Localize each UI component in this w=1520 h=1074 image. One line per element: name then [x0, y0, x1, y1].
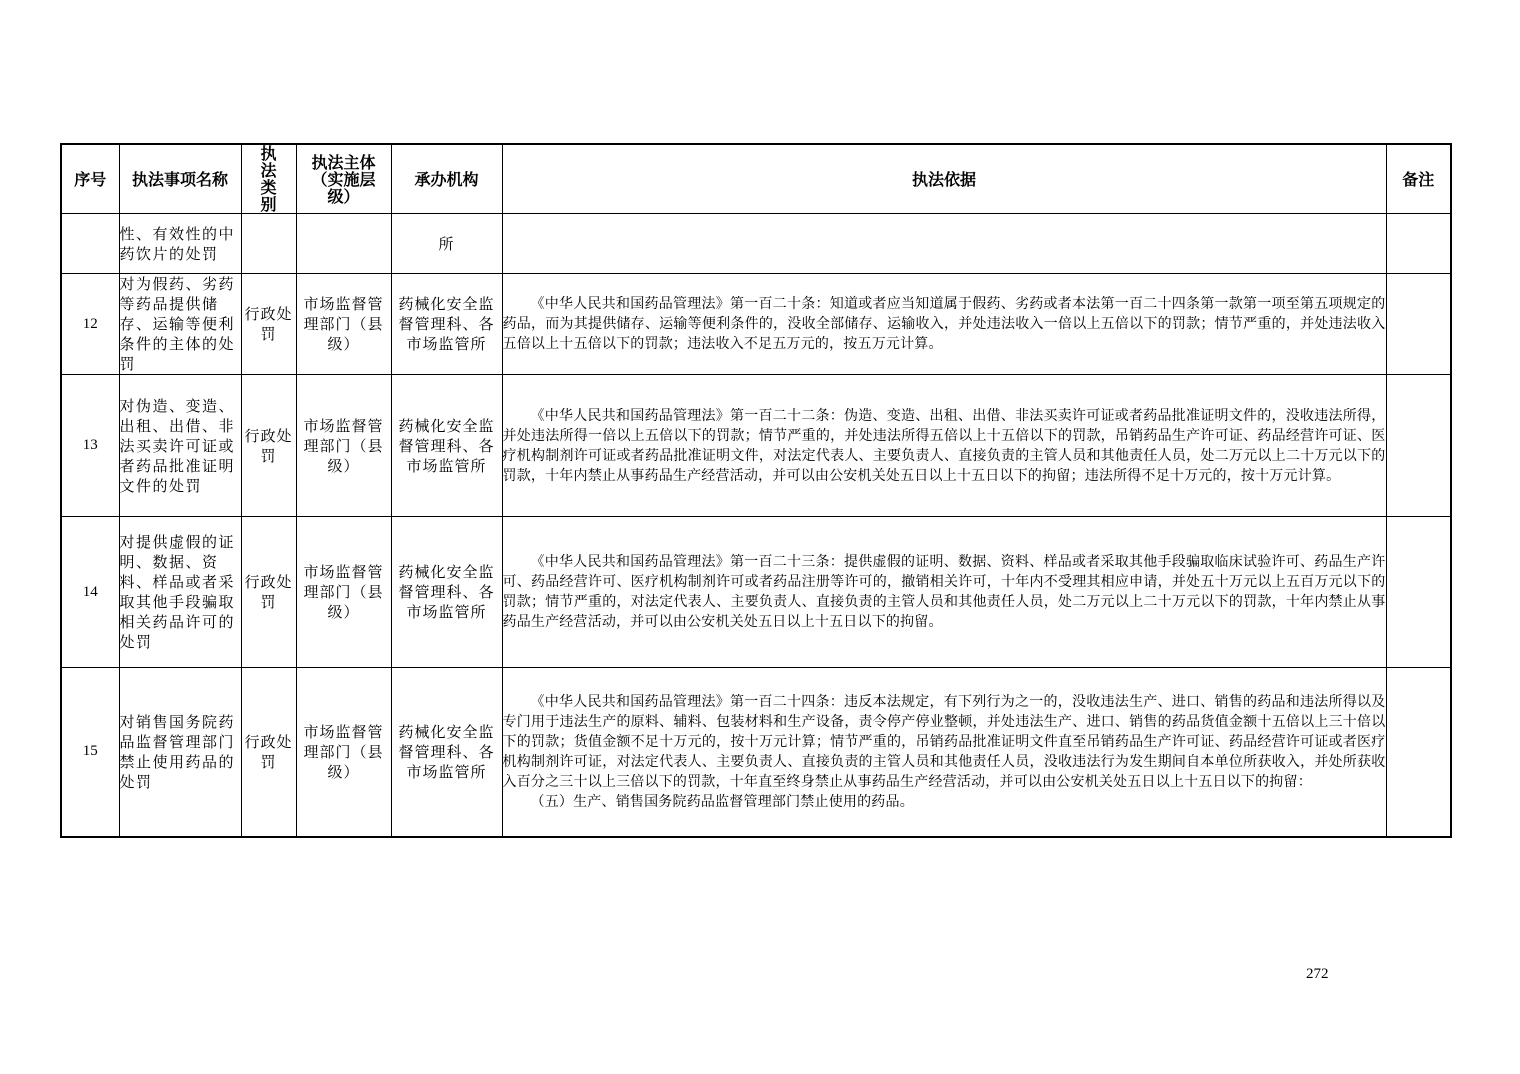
cell-subject: 市场监督管理部门（县级） — [296, 517, 391, 668]
table-row — [61, 668, 1451, 837]
cell-remark — [1386, 214, 1451, 274]
cell-basis — [502, 517, 1386, 668]
cell-subject: 市场监督管理部门（县级） — [296, 375, 391, 517]
cell-category: 行政处罚 — [241, 668, 296, 837]
basis-text-item: （五）生产、销售国务院药品监督管理部门禁止使用的药品。 — [530, 793, 914, 810]
cell-agency: 药械化安全监督管理科、各市场监管所 — [391, 274, 502, 375]
header-remark: 备注 — [1386, 144, 1451, 214]
cell-item-name: 性、有效性的中药饮片的处罚 — [119, 214, 241, 274]
table-row — [61, 375, 1451, 517]
cell-agency: 药械化安全监督管理科、各市场监管所 — [391, 375, 502, 517]
header-agency: 承办机构 — [391, 144, 502, 214]
header-subject: 执法主体（实施层级） — [296, 144, 391, 214]
table-row — [61, 274, 1451, 375]
cell-subject: 市场监督管理部门（县级） — [296, 274, 391, 375]
basis-text: 《中华人民共和国药品管理法》第一百二十二条：伪造、变造、出租、出借、非法买卖许可证或者药品批准证明文件的，没收违法所得，并处违法所得一倍以上五倍以下的罚款；情节严重的，并处违法所得五倍以上十五倍以下的罚款，吊销药品生产许可证、药品经营许可证、医疗机构制剂许可证或者药品批准证明文件，对法定代表人、主要负责人、直接负责的主管人员和其他责任人员，处二万元以上二十万元以下的罚款，十年内禁止从事药品生产经营活动，并可以由公安机关处五日以上十五日以下的拘留；违法所得不足十万元的，按十万元计算。 — [502, 407, 1386, 484]
header-seq: 序号 — [61, 144, 119, 214]
cell-item-name: 对伪造、变造、出租、出借、非法买卖许可证或者药品批准证明文件的处罚 — [119, 375, 241, 517]
cell-agency: 所 — [391, 214, 502, 274]
cell-seq: 14 — [61, 517, 119, 668]
basis-text: 《中华人民共和国药品管理法》第一百二十四条：违反本法规定，有下列行为之一的，没收违法生产、进口、销售的药品和违法所得以及专门用于违法生产的原料、辅料、包装材料和生产设备，责令停产停业整顿，并处违法生产、进口、销售的药品货值金额十五倍以上三十倍以下的罚款；货值金额不足十万元的，按十万元计算；情节严重的，吊销药品批准证明文件直至吊销药品生产许可证、药品经营许可证或者医疗机构制剂许可证，对法定代表人、主要负责人、直接负责的主管人员和其他责任人员，没收违法行为发生期间自本单位所获收入，并处所获收入百分之三十以上三倍以下的罚款，十年直至终身禁止从事药品生产经营活动，并可以由公安机关处五日以上十五日以下的拘留： — [502, 693, 1386, 790]
basis-text: 《中华人民共和国药品管理法》第一百二十三条：提供虚假的证明、数据、资料、样品或者采取其他手段骗取临床试验许可、药品生产许可、药品经营许可、医疗机构制剂许可或者药品注册等许可的，撤销相关许可，十年内不受理其相应申请，并处五十万元以上五百万元以下的罚款；情节严重的，对法定代表人、主要负责人、直接负责的主管人员和其他责任人员，处二万元以上二十万元以下的罚款，十年内禁止从事药品生产经营活动，并可以由公安机关处五日以上十五日以下的拘留。 — [502, 554, 1386, 630]
cell-basis — [502, 668, 1386, 837]
cell-category — [241, 214, 296, 274]
cell-item-name: 对销售国务院药品监督管理部门禁止使用药品的处罚 — [119, 668, 241, 837]
enforcement-table — [60, 143, 1452, 838]
cell-basis — [502, 375, 1386, 517]
cell-subject: 市场监督管理部门（县级） — [296, 668, 391, 837]
header-basis: 执法依据 — [502, 144, 1386, 214]
cell-seq: 13 — [61, 375, 119, 517]
header-category: 执法类别 — [241, 144, 296, 214]
cell-remark — [1386, 668, 1451, 837]
table-row — [61, 517, 1451, 668]
cell-remark — [1386, 274, 1451, 375]
cell-category: 行政处罚 — [241, 274, 296, 375]
page-number: 272 — [1306, 966, 1329, 982]
basis-text: 《中华人民共和国药品管理法》第一百二十条：知道或者应当知道属于假药、劣药或者本法第一百二十四条第一款第一项至第五项规定的药品，而为其提供储存、运输等便利条件的，没收全部储存、运输收入，并处违法收入一倍以上五倍以下的罚款；情节严重的，并处违法收入五倍以上十五倍以下的罚款；违法收入不足五万元的，按五万元计算。 — [502, 296, 1386, 352]
table-row — [61, 214, 1451, 274]
cell-basis — [502, 214, 1386, 274]
cell-remark — [1386, 517, 1451, 668]
cell-basis — [502, 274, 1386, 375]
cell-category: 行政处罚 — [241, 517, 296, 668]
cell-agency: 药械化安全监督管理科、各市场监管所 — [391, 668, 502, 837]
cell-remark — [1386, 375, 1451, 517]
cell-item-name: 对为假药、劣药等药品提供储存、运输等便利条件的主体的处罚 — [119, 274, 241, 375]
table-header-row — [61, 144, 1451, 214]
cell-seq: 12 — [61, 274, 119, 375]
cell-item-name: 对提供虚假的证明、数据、资料、样品或者采取其他手段骗取相关药品许可的处罚 — [119, 517, 241, 668]
cell-seq — [61, 214, 119, 274]
cell-agency: 药械化安全监督管理科、各市场监管所 — [391, 517, 502, 668]
cell-subject — [296, 214, 391, 274]
cell-seq: 15 — [61, 668, 119, 837]
header-item-name: 执法事项名称 — [119, 144, 241, 214]
cell-category: 行政处罚 — [241, 375, 296, 517]
